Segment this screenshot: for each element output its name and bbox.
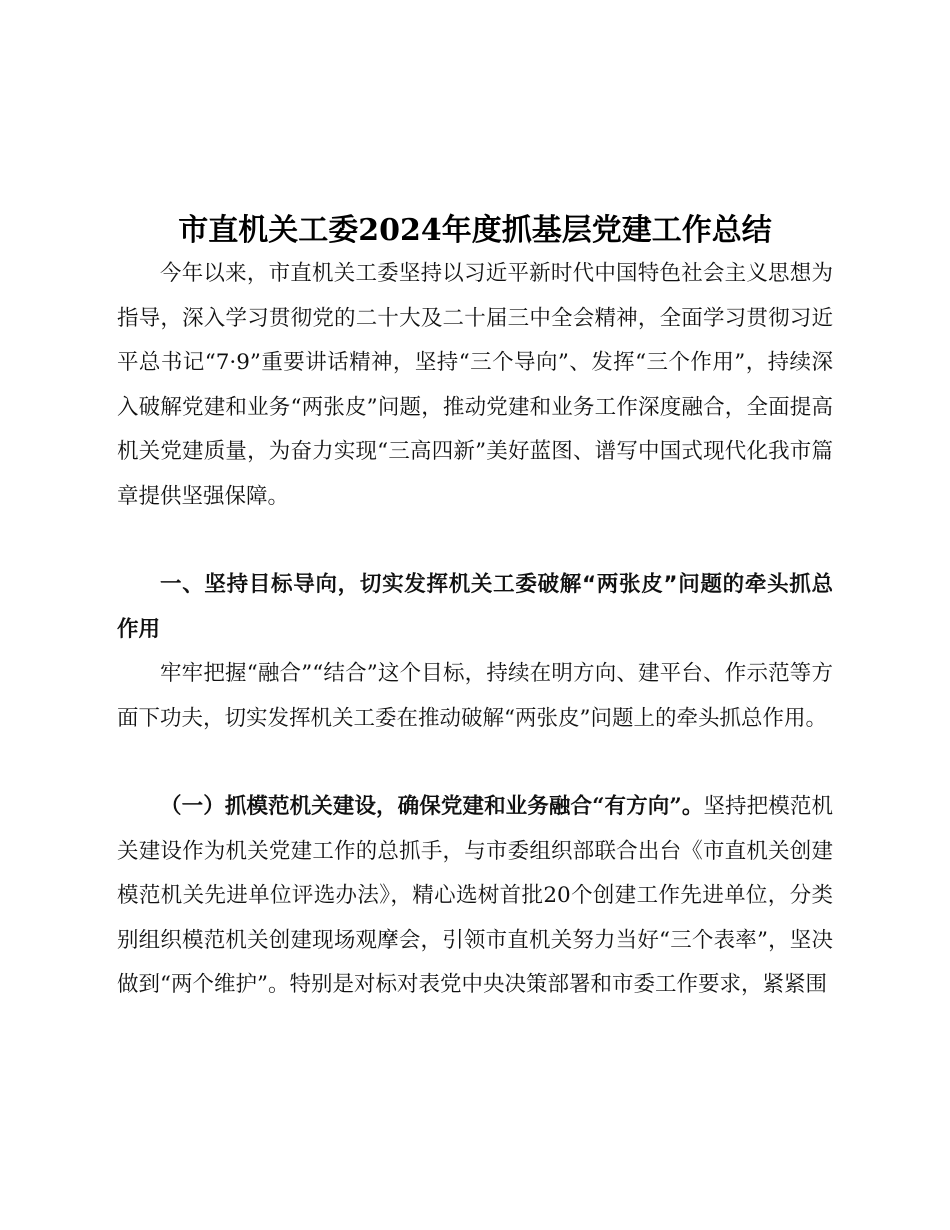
subsection-1-body: 坚持把模范机关建设作为机关党建工作的总抓手，与市委组织部联合出台《市直机关创建模范机关先进单位评选办法》，精心选树首批20个创建工作先进单位，分类别组织模范机关创建现场观摩会，引领市直机关努力当好“三个表率”，坚决做到“两个维护”。特别是对标对表党中央决策部署和市委工作要求，紧紧围 <box>117 794 833 997</box>
subsection-heading-1: （一）抓模范机关建设，确保党建和业务融合“有方向”。 <box>160 794 704 819</box>
document-title: 市直机关工委2024年度抓基层党建工作总结 <box>178 213 772 248</box>
intro-paragraph: 今年以来，市直机关工委坚持以习近平新时代中国特色社会主义思想为指导，深入学习贯彻党的二十大及二十届三中全会精神，全面学习贯彻习近平总书记“7·9”重要讲话精神，坚持“三个导向”、发挥“三个作用”，持续深入破解党建和业务“两张皮”问题，推动党建和业务工作深度融合，全面提高机关党建质量，为奋力实现“三高四新”美好蓝图、谱写中国式现代化我市篇章提供坚强保障。 <box>117 261 833 509</box>
section-1-paragraph: 牢牢把握“融合”“结合”这个目标，持续在明方向、建平台、作示范等方面下功夫，切实发挥机关工委在推动破解“两张皮”问题上的牵头抓总作用。 <box>117 661 833 731</box>
subsection-1-paragraph <box>117 785 833 1008</box>
section-heading-1: 一、坚持目标导向，切实发挥机关工委破解“两张皮”问题的牵头抓总作用 <box>117 572 833 642</box>
